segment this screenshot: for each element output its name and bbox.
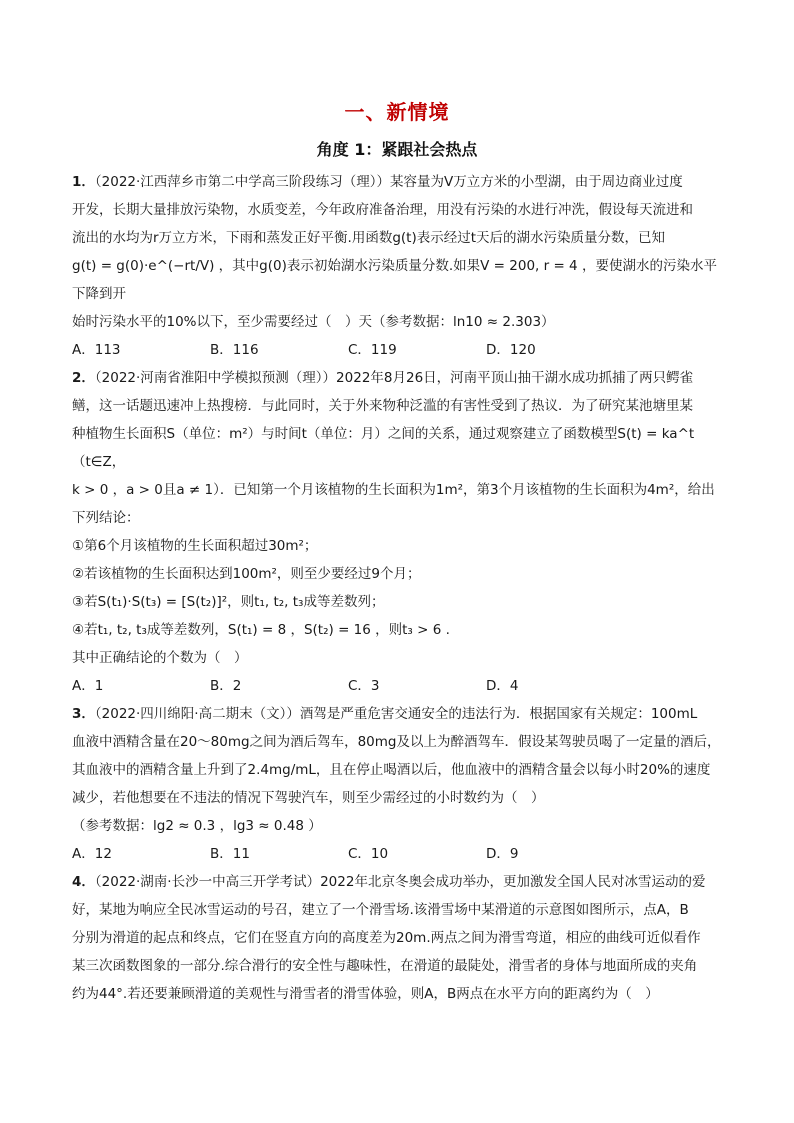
option-a[interactable]: A．12 <box>72 846 112 862</box>
question-4 <box>72 868 724 1008</box>
option-d[interactable]: D．120 <box>486 342 536 358</box>
question-line: 约为44°.若还要兼顾滑道的美观性与滑雪者的滑雪体验，则A，B两点在水平方向的距离约为（ ） <box>72 986 659 1002</box>
question-number: 4． <box>72 874 95 890</box>
conclusion-3: ③若S(t₁)·S(t₃) = [S(t₂)]²，则t₁, t₂, t₃成等差数列； <box>72 594 385 610</box>
option-d[interactable]: D．9 <box>486 846 519 862</box>
option-c[interactable]: C．10 <box>348 846 389 862</box>
question-line: 1．（2022·江西萍乡市第二中学高三阶段练习（理））某容量为V万立方米的小型湖，由于周边商业过度 <box>72 174 683 190</box>
question-2 <box>72 364 724 700</box>
question-number: 1． <box>72 174 95 190</box>
question-line: 鳝，这一话题迅速冲上热搜榜．与此同时，关于外来物种泛滥的有害性受到了热议．为了研究某池塘里某 <box>72 398 693 414</box>
question-list <box>72 168 724 1008</box>
question-line: 开发，长期大量排放污染物，水质变差，今年政府准备治理，用没有污染的水进行冲洗，假设每天流进和 <box>72 202 693 218</box>
option-a[interactable]: A．1 <box>72 678 104 694</box>
question-line: k > 0 ，a > 0且a ≠ 1）．已知第一个月该植物的生长面积为1m²，第3个月该植物的生长面积为4m²，给出 <box>72 482 715 498</box>
question-line: 好，某地为响应全民冰雪运动的号召，建立了一个滑雪场.该滑雪场中某滑道的示意图如图所示，点A，B <box>72 902 689 918</box>
option-b[interactable]: B．116 <box>210 342 259 358</box>
question-3 <box>72 700 724 868</box>
option-c[interactable]: C．3 <box>348 678 380 694</box>
question-line: 其中正确结论的个数为（ ） <box>72 650 248 666</box>
conclusion-1: ①第6个月该植物的生长面积超过30m²； <box>72 538 318 554</box>
section-title: 一、新情境 <box>344 100 450 124</box>
question-1 <box>72 168 724 364</box>
conclusion-4: ④若t₁, t₂, t₃成等差数列，S(t₁) = 8 ，S(t₂) = 16 ，则t₃ > 6 . <box>72 622 450 638</box>
option-c[interactable]: C．119 <box>348 342 397 358</box>
section-subtitle: 角度 1：紧跟社会热点 <box>316 140 478 159</box>
question-line: g(t) = g(0)·e^(−rt/V) ，其中g(0)表示初始湖水污染质量分数.如果V = 200, r = 4 ，要使湖水的污染水平下降到开 <box>72 258 717 302</box>
option-b[interactable]: B．2 <box>210 678 242 694</box>
question-line: 始时污染水平的10%以下，至少需要经过（ ）天（参考数据：ln10 ≈ 2.303） <box>72 314 555 330</box>
option-b[interactable]: B．11 <box>210 846 250 862</box>
conclusion-2: ②若该植物的生长面积达到100m²，则至少要经过9个月； <box>72 566 421 582</box>
question-line: 其血液中的酒精含量上升到了2.4mg/mL，且在停止喝酒以后，他血液中的酒精含量会以每小时20%的速度 <box>72 762 711 778</box>
answer-options <box>72 840 724 868</box>
question-line: 2．（2022·河南省淮阳中学模拟预测（理））2022年8月26日，河南平顶山抽干湖水成功抓捕了两只鳄雀 <box>72 370 694 386</box>
question-line: 4．（2022·湖南·长沙一中高三开学考试）2022年北京冬奥会成功举办，更加激发全国人民对冰雪运动的爱 <box>72 874 706 890</box>
option-d[interactable]: D．4 <box>486 678 519 694</box>
question-line: 3．（2022·四川绵阳·高二期末（文））酒驾是严重危害交通安全的违法行为．根据国家有关规定：100mL <box>72 706 698 722</box>
question-line: 血液中酒精含量在20～80mg之间为酒后驾车，80mg及以上为醉酒驾车．假设某驾驶员喝了一定量的酒后， <box>72 734 721 750</box>
question-number: 3． <box>72 706 95 722</box>
question-line: 某三次函数图象的一部分.综合滑行的安全性与趣味性，在滑道的最陡处，滑雪者的身体与地面所成的夹角 <box>72 958 698 974</box>
question-line: 种植物生长面积S（单位：m²）与时间t（单位：月）之间的关系，通过观察建立了函数模型S(t) = ka^t （t∈Z， <box>72 426 695 470</box>
question-number: 2． <box>72 370 95 386</box>
answer-options <box>72 336 724 364</box>
reference-data: （参考数据：lg2 ≈ 0.3 ，lg3 ≈ 0.48 ） <box>72 818 322 834</box>
question-line: 流出的水均为r万立方米，下雨和蒸发正好平衡.用函数g(t)表示经过t天后的湖水污染质量分数，已知 <box>72 230 666 246</box>
answer-options <box>72 672 724 700</box>
question-line: 分别为滑道的起点和终点，它们在竖直方向的高度差为20m.两点之间为滑雪弯道，相应的曲线可近似看作 <box>72 930 701 946</box>
option-a[interactable]: A．113 <box>72 342 121 358</box>
question-line: 减少，若他想要在不违法的情况下驾驶汽车，则至少需经过的小时数约为（ ） <box>72 790 545 806</box>
question-line: 下列结论： <box>72 510 140 526</box>
